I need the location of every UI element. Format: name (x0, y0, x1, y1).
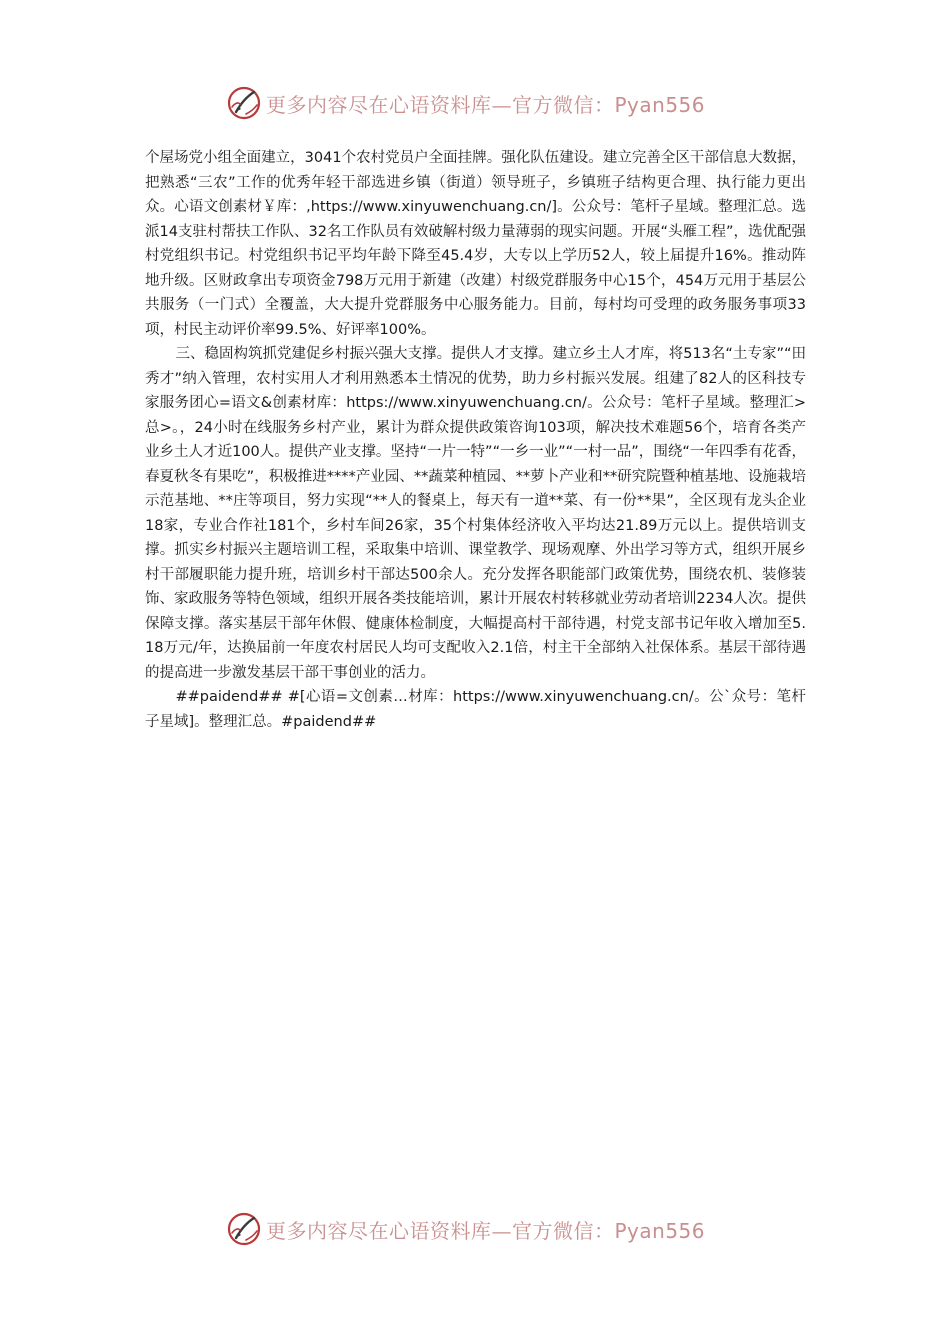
paragraph-1: 个屋场党小组全面建立，3041个农村党员户全面挂牌。强化队伍建设。建立完善全区干部信息大数据，把熟悉“三农”工作的优秀年轻干部选进乡镇（街道）领导班子，乡镇班子结构更合理、执行能力更出众。心语文创素材￥库：,https://www.xinyuwenchuang.cn/]。公众号：笔杆子星域。整理汇总。选派14支驻村帮扶工作队、32名工作队员有效破解村级力量薄弱的现实问题。开展“头雁工程”，选优配强村党组织书记。村党组织书记平均年龄下降至45.4岁，大专以上学历52人，较上届提升16%。推动阵地升级。区财政拿出专项资金798万元用于新建（改建）村级党群服务中心15个，454万元用于基层公共服务（一门式）全覆盖，大大提升党群服务中心服务能力。目前，每村均可受理的政务服务事项33项，村民主动评价率99.5%、好评率100%。 (145, 150, 806, 338)
pen-writing-logo-icon (226, 85, 262, 121)
header-wechat-id: Pyan556 (614, 92, 706, 117)
paragraph-2: 三、稳固构筑抓党建促乡村振兴强大支撑。提供人才支撑。建立乡土人才库，将513名“土专家”“田秀才”纳入管理，农村实用人才利用熟悉本土情况的优势，助力乡村振兴发展。组建了82人的区科技专家服务团心=语文&创素材库：https://www.xinyuwenchuang.cn/。公众号：笔杆子星域。整理汇>总>。，24小时在线服务乡村产业，累计为群众提供政策咨询103项，解决技术难题56个，培育各类产业乡土人才近100人。提供产业支撑。坚持“一片一特”“一乡一业”“一村一品”，围绕“一年四季有花香，春夏秋冬有果吃”，积极推进****产业园、**蔬菜种植园、**萝卜产业和**研究院暨种植基地、设施栽培示范基地、**庄等项目，努力实现“**人的餐桌上，每天有一道**菜、有一份**果”，全区现有龙头企业18家，专业合作社181个，乡村车间26家，35个村集体经济收入平均达21.89万元以上。提供培训支撑。抓实乡村振兴主题培训工程，采取集中培训、课堂教学、现场观摩、外出学习等方式，组织开展乡村干部履职能力提升班，培训乡村干部达500余人。充分发挥各职能部门政策优势，围绕农机、装修装饰、家政服务等特色领域，组织开展各类技能培训，累计开展农村转移就业劳动者培训2234人次。提供保障支撑。落实基层干部年休假、健康体检制度，大幅提高村干部待遇，村党支部书记年收入增加至5.18万元/年，达换届前一年度农村居民人均可支配收入2.1倍，村主干全部纳入社保体系。基层干部待遇的提高进一步激发基层干部干事创业的活力。 (145, 346, 806, 681)
header-banner-text: 更多内容尽在心语资料库—官方微信：Pyan556 (266, 92, 706, 117)
document-body (145, 146, 806, 734)
pen-writing-logo-icon (226, 1211, 262, 1247)
footer-banner (226, 1209, 726, 1249)
footer-banner-text: 更多内容尽在心语资料库—官方微信：Pyan556 (266, 1218, 706, 1243)
footer-wechat-id: Pyan556 (614, 1218, 706, 1243)
header-banner (226, 83, 726, 123)
paragraph-3: ##paidend## #[心语=文创素…材库：https://www.xinyuwenchuang.cn/。公`众号：笔杆子星域]。整理汇总。#paidend## (145, 689, 806, 730)
